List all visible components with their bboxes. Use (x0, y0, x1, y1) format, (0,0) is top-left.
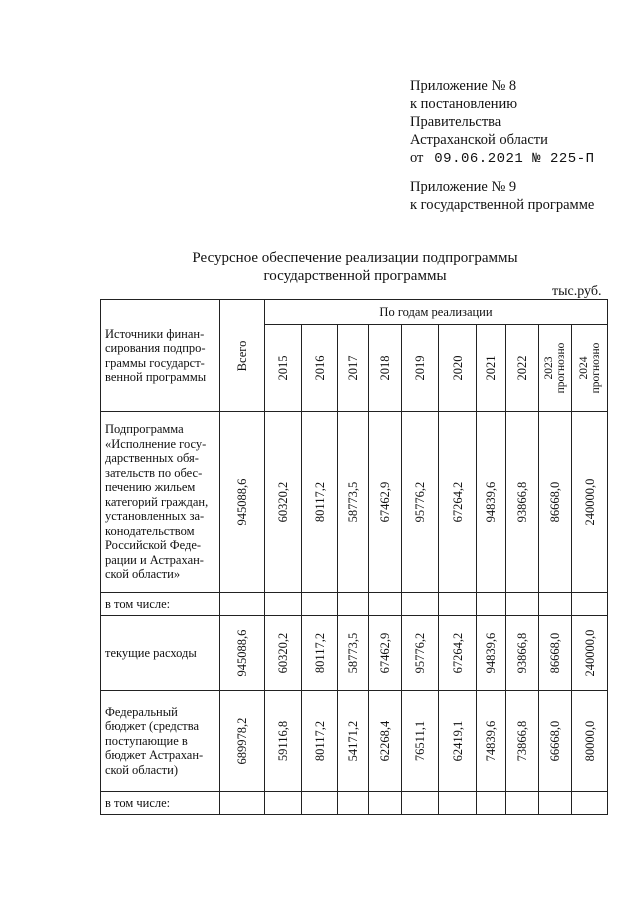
year-value-cell: 86668,0 (539, 616, 572, 691)
title-line2: государственной программы (263, 268, 447, 284)
year-value-cell: 80117,2 (302, 616, 338, 691)
year-value-cell: 66668,0 (539, 691, 572, 792)
year-header-6: 2021 (477, 325, 506, 412)
year-value-cell: 93866,8 (506, 412, 539, 593)
year-header-9: 2024 прогнозно (572, 325, 608, 412)
year-value-cell (265, 593, 302, 616)
row-label: Подпрограмма «Исполнение госу-дарственных обя-зательств по обес-печению жильем категорий граждан, установленных за-конодательством Российской Феде-рации и Астрахан-ской области» (101, 412, 220, 593)
year-value-cell: 86668,0 (539, 412, 572, 593)
appendix-9-title: Приложение № 9 (410, 179, 517, 195)
row-label: текущие расходы (101, 616, 220, 691)
year-header-0: 2015 (265, 325, 302, 412)
year-header-1: 2016 (302, 325, 338, 412)
year-value-cell: 62419,1 (439, 691, 477, 792)
year-header-3: 2018 (369, 325, 402, 412)
year-value-cell: 60320,2 (265, 616, 302, 691)
row-label: Федеральный бюджет (средства поступающие в бюджет Астрахан-ской области) (101, 691, 220, 792)
year-value-cell: 80117,2 (302, 412, 338, 593)
year-value-cell (338, 593, 369, 616)
year-value-cell: 62268,4 (369, 691, 402, 792)
year-value-cell (539, 792, 572, 815)
total-cell: 689978,2 (220, 691, 265, 792)
year-value-cell: 240000,0 (572, 616, 608, 691)
years-header: По годам реализации (265, 300, 608, 325)
appendix-9-line2: к государственной программе (410, 197, 595, 213)
total-cell: 945088,6 (220, 616, 265, 691)
appendix-8-line2: к постановлению (410, 96, 518, 112)
document-title (150, 249, 560, 285)
year-value-cell: 95776,2 (402, 412, 439, 593)
year-value-cell: 67264,2 (439, 616, 477, 691)
year-value-cell (302, 792, 338, 815)
year-value-cell (439, 792, 477, 815)
year-value-cell (265, 792, 302, 815)
year-value-cell (439, 593, 477, 616)
year-header-5: 2020 (439, 325, 477, 412)
source-header: Источники финан-сирования подпро-граммы государст-венной программы (101, 300, 220, 412)
appendix-8-title: Приложение № 8 (410, 78, 517, 94)
year-value-cell: 58773,5 (338, 412, 369, 593)
total-cell (220, 593, 265, 616)
year-value-cell: 67264,2 (439, 412, 477, 593)
year-value-cell (338, 792, 369, 815)
appendix-8-line3: Правительства (410, 114, 502, 130)
units-label: тыс.руб. (552, 284, 602, 299)
year-value-cell: 67462,9 (369, 412, 402, 593)
year-value-cell (369, 792, 402, 815)
year-value-cell (572, 593, 608, 616)
table-row (101, 691, 608, 792)
year-value-cell: 93866,8 (506, 616, 539, 691)
year-value-cell (572, 792, 608, 815)
year-value-cell (302, 593, 338, 616)
year-value-cell: 95776,2 (402, 616, 439, 691)
year-header-2: 2017 (338, 325, 369, 412)
title-line1: Ресурсное обеспечение реализации подпрограммы (192, 250, 518, 266)
year-value-cell: 76511,1 (402, 691, 439, 792)
year-value-cell: 94839,6 (477, 616, 506, 691)
year-value-cell: 240000,0 (572, 412, 608, 593)
year-header-4: 2019 (402, 325, 439, 412)
table-row (101, 593, 608, 616)
year-value-cell: 67462,9 (369, 616, 402, 691)
year-value-cell: 74839,6 (477, 691, 506, 792)
table-row (101, 616, 608, 691)
appendix-8-block (410, 77, 595, 168)
year-value-cell (539, 593, 572, 616)
year-value-cell (402, 792, 439, 815)
year-value-cell: 80117,2 (302, 691, 338, 792)
year-value-cell (402, 593, 439, 616)
year-value-cell: 94839,6 (477, 412, 506, 593)
year-header-7: 2022 (506, 325, 539, 412)
year-value-cell (506, 593, 539, 616)
row-label: в том числе: (101, 792, 220, 815)
year-value-cell: 59116,8 (265, 691, 302, 792)
appendix-9-block (410, 178, 594, 214)
year-value-cell: 58773,5 (338, 616, 369, 691)
year-value-cell (506, 792, 539, 815)
appendix-8-line4: Астраханской области (410, 132, 548, 148)
year-value-cell (369, 593, 402, 616)
total-cell (220, 792, 265, 815)
year-value-cell: 80000,0 (572, 691, 608, 792)
total-header: Всего (220, 300, 265, 412)
year-value-cell: 60320,2 (265, 412, 302, 593)
date-stamp: 09.06.2021 № 225-П (434, 151, 595, 167)
year-value-cell: 73866,8 (506, 691, 539, 792)
year-header-8: 2023 прогнозно (539, 325, 572, 412)
resource-table (100, 299, 608, 815)
appendix-8-date (410, 149, 595, 168)
table-row (101, 792, 608, 815)
total-cell: 945088,6 (220, 412, 265, 593)
row-label: в том числе: (101, 593, 220, 616)
year-value-cell: 54171,2 (338, 691, 369, 792)
year-value-cell (477, 792, 506, 815)
date-prefix: от (410, 150, 424, 166)
year-value-cell (477, 593, 506, 616)
table-row (101, 412, 608, 593)
